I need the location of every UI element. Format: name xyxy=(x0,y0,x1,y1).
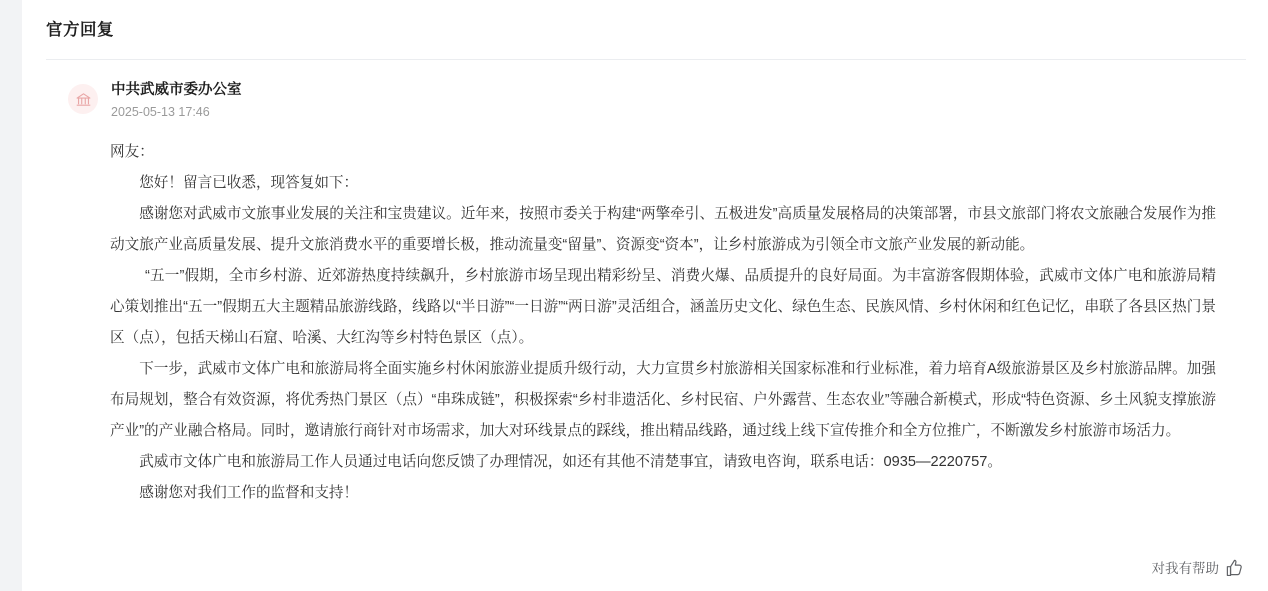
reply-paragraph: “五一”假期，全市乡村游、近郊游热度持续飙升，乡村旅游市场呈现出精彩纷呈、消费火爆、品质提升的良好局面。为丰富游客假期体验，武威市文体广电和旅游局精心策划推出“五一”假期五大主题精品旅游线路，线路以“半日游”“一日游”“两日游”灵活组合，涵盖历史文化、绿色生态、民族风情、乡村休闲和红色记忆，串联了各县区热门景区（点），包括天梯山石窟、哈溪、大红沟等乡村特色景区（点）。 xyxy=(110,268,1216,346)
government-bank-icon xyxy=(68,84,98,114)
reply-header xyxy=(22,81,1268,121)
reply-paragraph: 感谢您对武威市文旅事业发展的关注和宝贵建议。近年来，按照市委关于构建“两擎牵引、五极进发”高质量发展格局的决策部署，市县文旅部门将农文旅融合发展作为推动文旅产业高质量发展、提升文旅消费水平的重要增长极，推动流量变“留量”、资源变“资本”，让乡村旅游成为引领全市文旅产业发展的新动能。 xyxy=(110,206,1216,253)
reply-paragraph: 您好！留言已收悉，现答复如下： xyxy=(139,175,359,191)
page-title: 官方回复 xyxy=(46,21,114,39)
reply-paragraph: 下一步，武威市文体广电和旅游局将全面实施乡村休闲旅游业提质升级行动，大力宣贯乡村旅游相关国家标准和行业标准，着力培育A级旅游景区及乡村旅游品牌。加强布局规划，整合有效资源，将优秀热门景区（点）“串珠成链”，积极探索“乡村非遗活化、乡村民宿、户外露营、生态农业”等融合新模式，形成“特色资源、乡土风貌支撑旅游产业”的产业融合格局。同时，邀请旅行商针对市场需求，加大对环线景点的踩线，推出精品线路，通过线上线下宣传推介和全方位推广，不断激发乡村旅游市场活力。 xyxy=(110,361,1216,439)
reply-paragraph: 感谢您对我们工作的监督和支持！ xyxy=(139,485,359,501)
official-reply-block xyxy=(22,60,1268,509)
reply-timestamp: 2025-05-13 17:46 xyxy=(111,105,210,119)
content-area xyxy=(22,0,1268,591)
reply-author: 中共武威市委办公室 xyxy=(111,82,242,98)
left-gutter xyxy=(0,0,22,591)
helpful-label: 对我有帮助 xyxy=(1151,561,1219,576)
reply-paragraph: 武威市文体广电和旅游局工作人员通过电话向您反馈了办理情况，如还有其他不清楚事宜，请致电咨询，联系电话：0935—2220757。 xyxy=(139,454,1002,470)
reply-body xyxy=(110,137,1216,509)
reply-paragraph: 网友： xyxy=(110,144,154,160)
reply-meta xyxy=(111,81,242,121)
helpful-button[interactable] xyxy=(1152,557,1245,577)
thumbs-up-icon[interactable] xyxy=(1225,558,1244,577)
